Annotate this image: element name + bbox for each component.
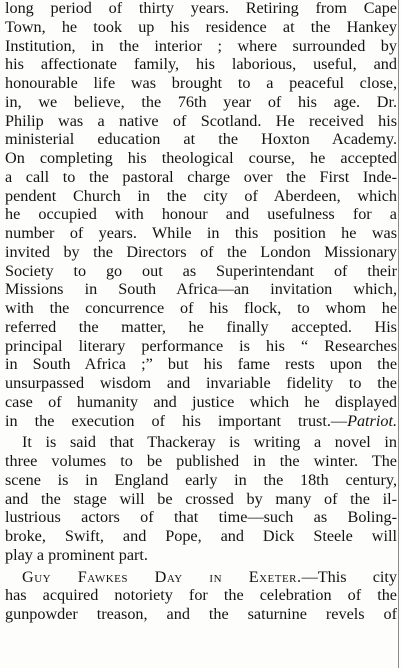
source-credit: Patriot. [347,411,397,430]
text-line: It is said that Thackeray is writing a novel in [22,433,397,452]
text-line-final [5,412,397,431]
text-line: On completing his theological course, he accepted [5,149,397,167]
text-line: play a prominent part. [5,545,148,564]
text-line: pendent Church in the city of Aberdeen, which [5,186,397,205]
text-line: Society to go out as Superintendant of their [5,261,397,280]
text-line: three volumes to be published in the winter. The [5,452,397,470]
heading-continuation: —This city [301,567,397,586]
text-line: a call to the pastoral charge over the First Inde- [5,167,397,186]
text-line: ministerial education at the Hoxton Academy. [5,130,397,149]
text-line: number of years. While in this position he was [5,224,397,242]
text-line: referred the matter, he finally accepted. His [5,317,397,336]
text-line: he occupied with honour and usefulness for a [5,205,397,224]
column-rule [398,0,399,668]
text-line: long period of thirty years. Retiring from Cape [5,0,397,17]
text-line: case of humanity and justice which he displayed [5,392,397,411]
text-line: with the concurrence of his flock, to whom he [5,299,397,317]
text-line: broke, Swift, and Pope, and Dick Steele will [5,527,397,545]
closing-text: in the execution of his important trust.— [5,411,348,430]
text-line: in, we believe, the 76th year of his age. Dr. [5,92,397,111]
paragraph-dr-philip [5,0,397,430]
text-line: principal literary performance is his “ Researches [5,336,397,355]
text-line: scene is in England early in the 18th century, [5,470,397,489]
text-line: his affectionate family, his laborious, useful, and [5,55,397,74]
text-line: Missions in South Africa—an invitation which, [5,280,397,299]
paragraph-thackeray [5,433,397,564]
text-line: unsurpassed wisdom and invariable fidelity to the [5,374,397,392]
text-column [5,0,397,624]
text-line: honourable life was brought to a peaceful close, [5,74,397,92]
text-line: lustrious actors of that time—such as Boling- [5,508,397,527]
text-line: Philip was a native of Scotland. He received his [5,111,397,130]
text-line: in South Africa ;” but his fame rests upon the [5,355,397,374]
text-line-heading [5,568,397,587]
text-line: invited by the Directors of the London Missionary [5,242,397,261]
text-line: and the stage will be crossed by many of the il- [5,489,397,508]
text-line: Town, he took up his residence at the Hankey [5,17,397,36]
paragraph-guy-fawkes [5,568,397,624]
text-line: gunpowder treason, and the saturnine revels of [5,605,397,623]
text-line: has acquired notoriety for the celebration of the [5,586,397,605]
text-line: Institution, in the interior ; where surrounded by [5,36,397,55]
section-heading: Guy Fawkes Day in Exeter. [22,567,302,586]
